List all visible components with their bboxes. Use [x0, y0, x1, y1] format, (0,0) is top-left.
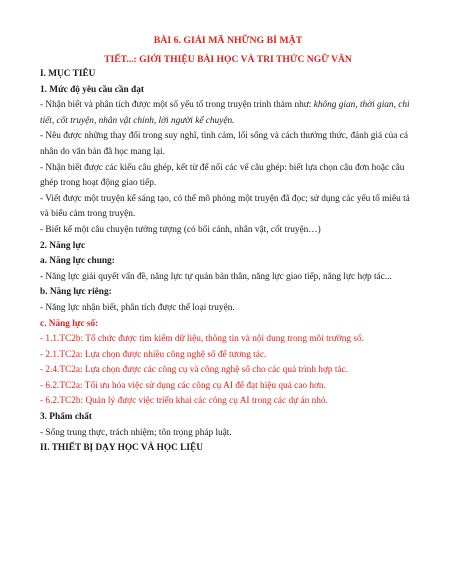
subheading-competencies: 2. Năng lực — [40, 240, 86, 251]
requirement-item-1-italic: không gian, thời gian, chi tiết, cốt truyện, nhân vật chính, lời người kể chuyện. — [40, 100, 410, 126]
qualities-item: - Sống trung thực, trách nhiệm; tôn trọng pháp luật. — [40, 427, 232, 438]
subheading-specific-competency: b. Năng lực riêng: — [40, 287, 112, 298]
digital-competency-item: - 2.1.TC2a: Lựa chọn được nhiều công nghệ số để tương tác. — [40, 349, 267, 360]
lesson-subtitle: TIẾT...: GIỚI THIỆU BÀI HỌC VÀ TRI THỨC NGỮ VĂN — [104, 54, 352, 65]
subheading-general-competency: a. Năng lực chung: — [40, 256, 115, 267]
digital-competency-item: - 2.4.TC2a: Lựa chọn được các công cụ và công nghệ số cho các quá trình hợp tác. — [40, 365, 349, 376]
section-heading-equipment: II. THIẾT BỊ DẠY HỌC VÀ HỌC LIỆU — [40, 443, 203, 454]
subheading-requirements: 1. Mức độ yêu cầu cần đạt — [40, 84, 144, 95]
section-heading-objectives: I. MỤC TIÊU — [40, 69, 96, 79]
digital-competency-item: - 6.2.TC2a: Tối ưu hóa việc sử dụng các công cụ AI để đạt hiệu quả cao hơn. — [40, 380, 326, 391]
requirement-item-2: - Nêu được những thay đổi trong suy nghĩ, tình cảm, lối sống và cách thưởng thức, đánh giá của cá nhân do văn bản đã học mang lại. — [40, 131, 408, 157]
requirement-item-4: - Viết được một truyện kể sáng tạo, có thể mô phỏng một truyện đã đọc; sử dụng các yếu tố miêu tả và biểu cảm trong truyện. — [40, 193, 410, 220]
requirement-item-3: - Nhận biết được các kiểu câu ghép, kết từ để nối các vế câu ghép: biết lựa chọn câu đơn hoặc câu ghép trong hoạt động giao tiếp. — [40, 162, 405, 189]
general-competency-item: - Năng lực giải quyết vấn đề, năng lực tự quản bản thân, năng lực giao tiếp, năng lực hợp tác... — [40, 271, 392, 282]
requirement-item-1 — [40, 98, 416, 129]
digital-competency-item: - 1.1.TC2b: Tổ chức được tìm kiếm dữ liệu, thông tin và nội dung trong môi trường số. — [40, 334, 364, 345]
requirement-item-1-text: - Nhận biết và phân tích được một số yếu tố trong truyện trinh thám như: — [40, 100, 314, 111]
subheading-qualities: 3. Phẩm chất — [40, 412, 92, 423]
subheading-digital-competency: c. Năng lực số: — [40, 318, 99, 329]
digital-competency-item: - 6.2.TC2b: Quản lý được việc triển khai các công cụ AI trong các dự án nhỏ. — [40, 396, 328, 407]
requirement-item-5: - Biết kể một câu chuyện tưởng tượng (có bối cảnh, nhân vật, cốt truyện…) — [40, 224, 321, 235]
lesson-title: BÀI 6. GIẢI MÃ NHỮNG BÍ MẬT — [153, 35, 303, 46]
specific-competency-item: - Năng lực nhận biết, phân tích được thể loại truyện. — [40, 302, 235, 313]
